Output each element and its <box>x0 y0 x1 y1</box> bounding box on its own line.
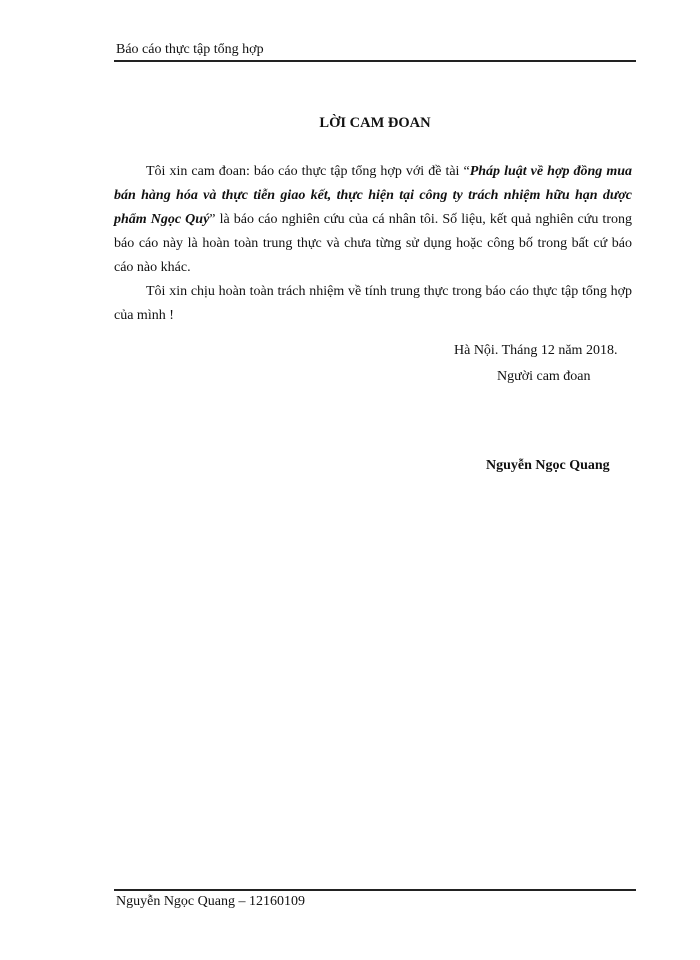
paragraph-1-intro: Tôi xin cam đoan: báo cáo thực tập tổng hợp với đề tài “ <box>146 164 470 179</box>
signer-name: Nguyễn Ngọc Quang <box>486 458 610 473</box>
place-date: Hà Nội. Tháng 12 năm 2018. <box>454 343 618 358</box>
declaration-paragraph-1 <box>114 160 632 280</box>
report-topic: Pháp luật về hợp đồng mua bán hàng hóa và thực tiễn giao kết, thực hiện tại công ty trách nhiệm hữu hạn dược phẩm Ngọc Quý <box>114 164 632 227</box>
declaration-body <box>114 160 632 328</box>
page-title: LỜI CAM ĐOAN <box>319 115 431 131</box>
signer-role: Người cam đoan <box>497 369 591 384</box>
paragraph-1-rest: ” là báo cáo nghiên cứu của cá nhân tôi. Số liệu, kết quả nghiên cứu trong báo cáo này là hoàn toàn trung thực và chưa từng sử dụng hoặc công bố trong bất cứ báo cáo nào khác. <box>114 212 632 275</box>
running-header: Báo cáo thực tập tổng hợp <box>116 42 264 57</box>
declaration-paragraph-2: Tôi xin chịu hoàn toàn trách nhiệm về tính trung thực trong báo cáo thực tập tổng hợp của mình ! <box>114 284 632 323</box>
header-divider <box>114 60 636 62</box>
footer-author: Nguyễn Ngọc Quang – 12160109 <box>116 894 305 909</box>
footer-divider <box>114 889 636 891</box>
